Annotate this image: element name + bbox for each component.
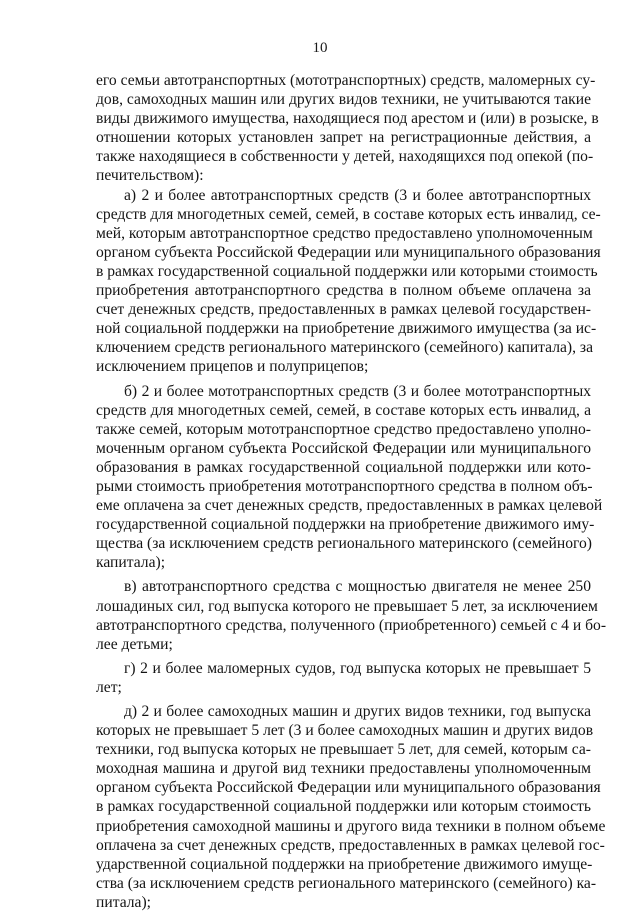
text-line: приобретения самоходной машины и другого вида техники в полном объеме [96,817,606,835]
paragraph-item-g [96,659,591,697]
text-line: образования в рамках государственной социальной поддержки или кото- [96,458,591,476]
text-line: д) 2 и более самоходных машин и других видов техники, год выпуска [124,703,591,720]
text-line: его семьи автотранспортных (мототранспортных) средств, маломерных су- [96,72,596,89]
text-line: оплачена за счет денежных средств, предоставленных в рамках целевой гос- [96,836,605,854]
text-line: которых не превышает 5 лет (3 и более самоходных машин и других видов [96,722,594,740]
text-line: печительством): [96,167,204,185]
text-line: мей, которым автотранспортное средство предоставлено уполномоченным [96,224,593,242]
text-line: также семей, которым мототранспортное средство предоставлено уполно- [96,420,591,438]
text-line: в рамках государственной социальной поддержки или которыми стоимость [96,262,598,280]
text-line: в рамках государственной социальной поддержки или которым стоимость [96,798,591,816]
text-line: счет денежных средств, предоставленных в рамках целевой государствен- [96,301,591,319]
text-line: лошадиных сил, год выпуска которого не превышает 5 лет, за исключением [96,597,598,615]
text-line: также находящиеся в собственности у детей, находящихся под опекой (по- [96,148,594,166]
text-line: капитала); [96,554,166,572]
text-line: ства (за исключением средств регионального материнского (семейного) ка- [96,874,597,892]
text-line: лет; [96,678,122,696]
paragraph-item-d [96,702,606,912]
paragraph-item-v [96,577,607,653]
text-line: исключением прицепов и полуприцепов; [96,358,369,376]
text-line: б) 2 и более мототранспортных средств (3 и более мототранспортных [124,382,591,400]
text-line: средств для многодетных семей, семей, в составе которых есть инвалид, а [96,401,591,419]
paragraph-item-b [96,382,603,573]
text-line: моходная машина и другой вид техники предоставлены уполномоченным [96,760,591,778]
text-line: органом субъекта Российской Федерации или муниципального образования [96,243,601,261]
paragraph-intro [96,71,599,186]
text-line: а) 2 и более автотранспортных средств (3 и более автотранспортных [124,186,591,204]
document-body [96,71,607,912]
text-line: средств для многодетных семей, семей, в составе которых есть инвалид, се- [96,205,601,223]
text-line: ной социальной поддержки на приобретение движимого имущества (за ис- [96,320,597,338]
text-line: рыми стоимость приобретения мототранспортного средства в полном объ- [96,477,593,495]
text-line: приобретения автотранспортного средства в полном объеме оплачена за [96,282,591,300]
text-line: г) 2 и более маломерных судов, год выпуска которых не превышает 5 [124,659,591,677]
text-line: ударственной социальной поддержки на приобретение движимого имуще- [96,855,593,873]
text-line: отношении которых установлен запрет на регистрационные действия, а [96,129,591,147]
text-line: еме оплачена за счет денежных средств, предоставленных в рамках целевой [96,497,603,515]
text-line: щества (за исключением средств регионального материнского (семейного) [96,535,592,553]
text-line: моченным органом субъекта Российской Федерации или муниципального [96,439,591,457]
page-number: 10 [312,40,328,56]
text-line: питала); [96,893,151,911]
text-line: ключением средств регионального материнского (семейного) капитала), за [96,339,594,357]
text-line: органом субъекта Российской Федерации или муниципального образования [96,779,601,797]
text-line: автотранспортного средства, полученного (приобретенного) семьей с 4 и бо- [96,616,607,634]
text-line: виды движимого имущества, находящиеся под арестом и (или) в розыске, в [96,110,599,128]
text-line: техники, год выпуска которых не превышает 5 лет, для семей, которым са- [96,741,592,759]
paragraph-item-a [96,186,601,377]
text-line: в) автотранспортного средства с мощностью двигателя не менее 250 [124,578,591,596]
text-line: лее детьми; [96,635,173,653]
text-line: дов, самоходных машин или других видов техники, не учитываются такие [96,91,591,109]
text-line: государственной социальной поддержки на приобретение движимого иму- [96,516,595,534]
